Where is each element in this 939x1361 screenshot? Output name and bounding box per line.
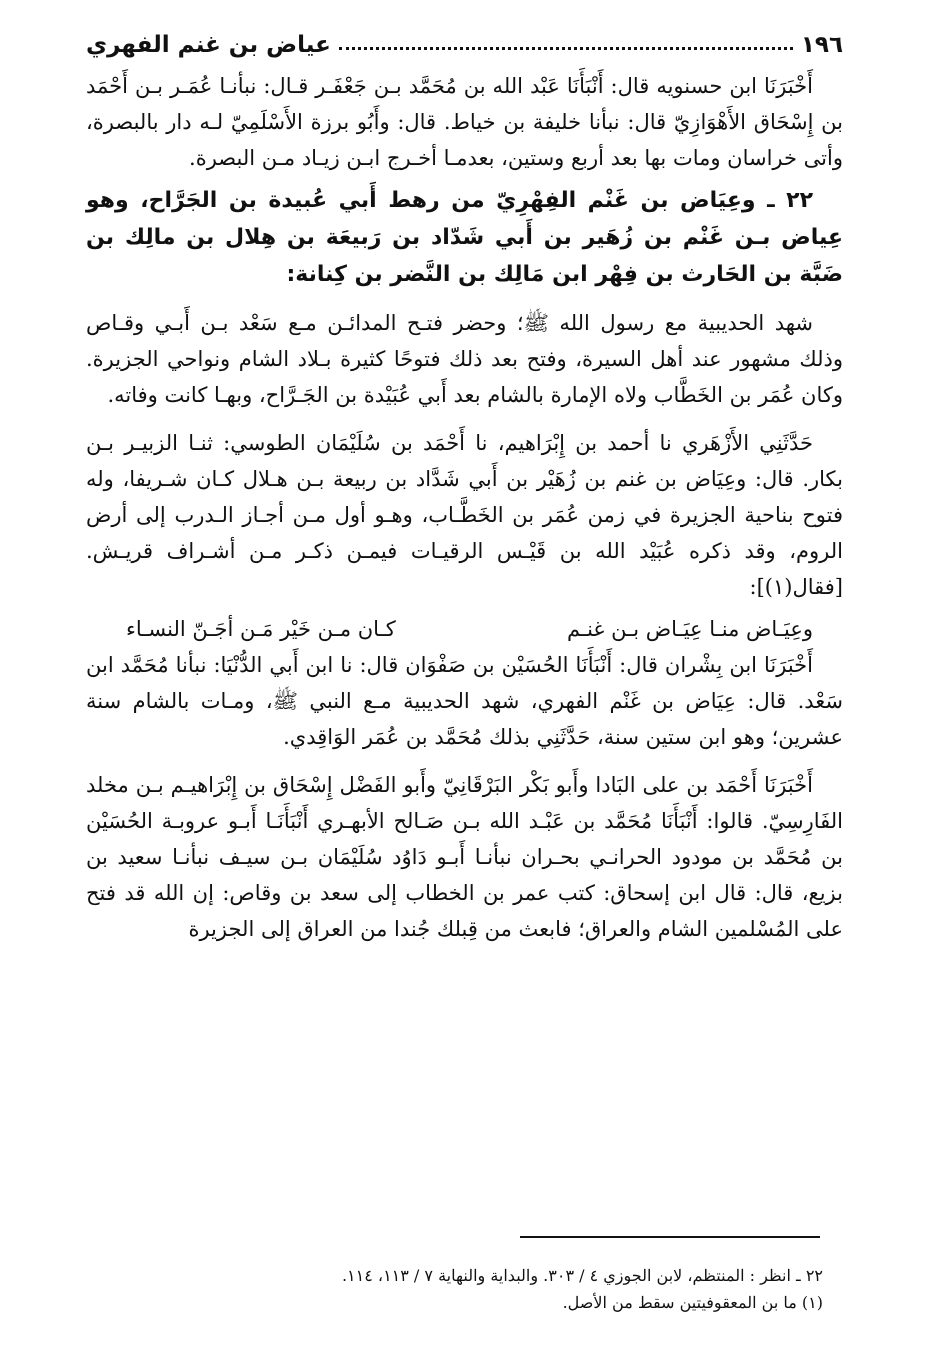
- verse-second-hemistich: كـان مـن خَيْر مَـن أجَـنّ النسـاء: [126, 617, 396, 641]
- entry-heading-22: ٢٢ ـ وعِيَاض بن غَنْم الفِهْرِيّ من رهط أَبي عُبيدة بن الجَرَّاح، وهو عِياض بـن غَنْم بن زُهَير بن أَبي شَدّاد بن رَبيعَة بن هِلال بن مالِك بن ضَبَّة بن الحَارث بن فِهْر ابن مَالِك بن النَّضر بن كِنانة:: [86, 188, 843, 287]
- footnote-1: (١) ما بن المعقوفيتين سقط من الأصل.: [562, 1293, 823, 1312]
- footnotes: [86, 1262, 843, 1316]
- page-header: [86, 18, 843, 58]
- poetry-verse: [86, 611, 843, 647]
- header-dot-leader: [339, 47, 793, 50]
- paragraph-ahmad-ibn-ali: أَخْبَرَنَا أَحْمَد بن على البَادا وأَبو بَكْر البَرْقَانِيّ وأَبو الفَضْل إِسْحَاق بن إِبْرَاهيـم بـن مخلد الفَارِسِيّ. قالوا: أَنْبَأَنَا مُحَمَّد بن عَبْـد الله بـن صَـالح الأبهـري أَنْبَأَنَـا أَبـو عروبـة الحُسَيْن بن مُحَمَّد بن مودود الحرانـي بحـران نبأنـا أَبـو دَاوُد سُلَيْمَان بـن سيـف نبأنـا سعيد بن بزيع، قال: قال ابن إسحاق: كتب عمر بن الخطاب إلى سعد بن وقاص: إن الله قد فتح على المُسْلمين الشام والعراق؛ فابعث من قِبلك جُندا من العراق إلى الجزيرة: [86, 773, 843, 941]
- page-number: ١٩٦: [800, 32, 843, 58]
- page-body: [86, 68, 843, 947]
- paragraph-1: أَخْبَرَنَا ابن حسنويه قال: أَنْبَأَنَا عَبْد الله بن مُحَمَّد بـن جَعْفَـر قـال: نبأنـا عُمَـر بـن أَحْمَد بن إِسْحَاق الأَهْوَازِيّ قال: نبأنا خليفة بن خياط. قال: وأَبُو برزة الأَسْلَمِيّ لـه دار بالبصرة، وأتى خراسان ومات بها بعد أربع وستين، بعدمـا أخـرج ابـن زيـاد مـن البصرة.: [86, 74, 843, 170]
- footnote-separator: [520, 1236, 820, 1238]
- paragraph-biography: شهد الحديبية مع رسول الله ﷺ؛ وحضر فتـح المدائـن مـع سَعْد بـن أَبـي وقـاص وذلك مشهور عند أهل السيرة، وفتح بعد ذلك فتوحًا كثيرة بـلاد الشام ونواحي الجزيرة. وكان عُمَر بن الخَطَّاب ولاه الإمارة بالشام بعد أَبي عُبَيْدة بن الجَـرَّاح، وبهـا كانت وفاته.: [86, 311, 843, 407]
- paragraph-ibn-bishran: أَخْبَرَنَا ابن بِشْران قال: أَنْبَأَنَا الحُسَيْن بن صَفْوَان قال: نا ابن أَبي الدُّنْيَا: نبأنا مُحَمَّد ابن سَعْد. قال: عِيَاض بن غَنْم الفهري، شهد الحديبية مـع النبي ﷺ، ومـات بالشام سنة عشرين؛ وهو ابن ستين سنة، حَدَّثَنِي بذلك مُحَمَّد بن عُمَر الوَاقِدي.: [86, 653, 843, 749]
- paragraph-zubayr-report: حَدَّثَنِي الأَزْهَري نا أحمد بن إِبْرَاهيم، نا أَحْمَد بن سُلَيْمَان الطوسي: ثنـا الزبيـر بـن بكار. قال: وعِيَاض بن غنم بن زُهَيْر بن أَبي شَدَّاد بن ربيعة بـن هـلال كـان شـريفا، وله فتوح بناحية الجزيرة في زمن عُمَر بن الخَطَّـاب، وهـو أول مـن أجـاز الـدرب إلى أرض الروم، وقد ذكره عُبَيْد الله بن قَيْـس الرقيـات فيمـن ذكـر مـن أشـراف قريـش. [فقال(١)]:: [86, 431, 843, 599]
- footnote-22: ٢٢ ـ انظر : المنتظم، لابن الجوزي ٤ / ٣٠٣. والبداية والنهاية ٧ / ١١٣، ١١٤.: [341, 1266, 823, 1285]
- verse-first-hemistich: وعِيَـاض منـا عِيَـاض بـن غنـم: [566, 617, 813, 641]
- running-title: عياض بن غنم الفهري: [86, 32, 331, 58]
